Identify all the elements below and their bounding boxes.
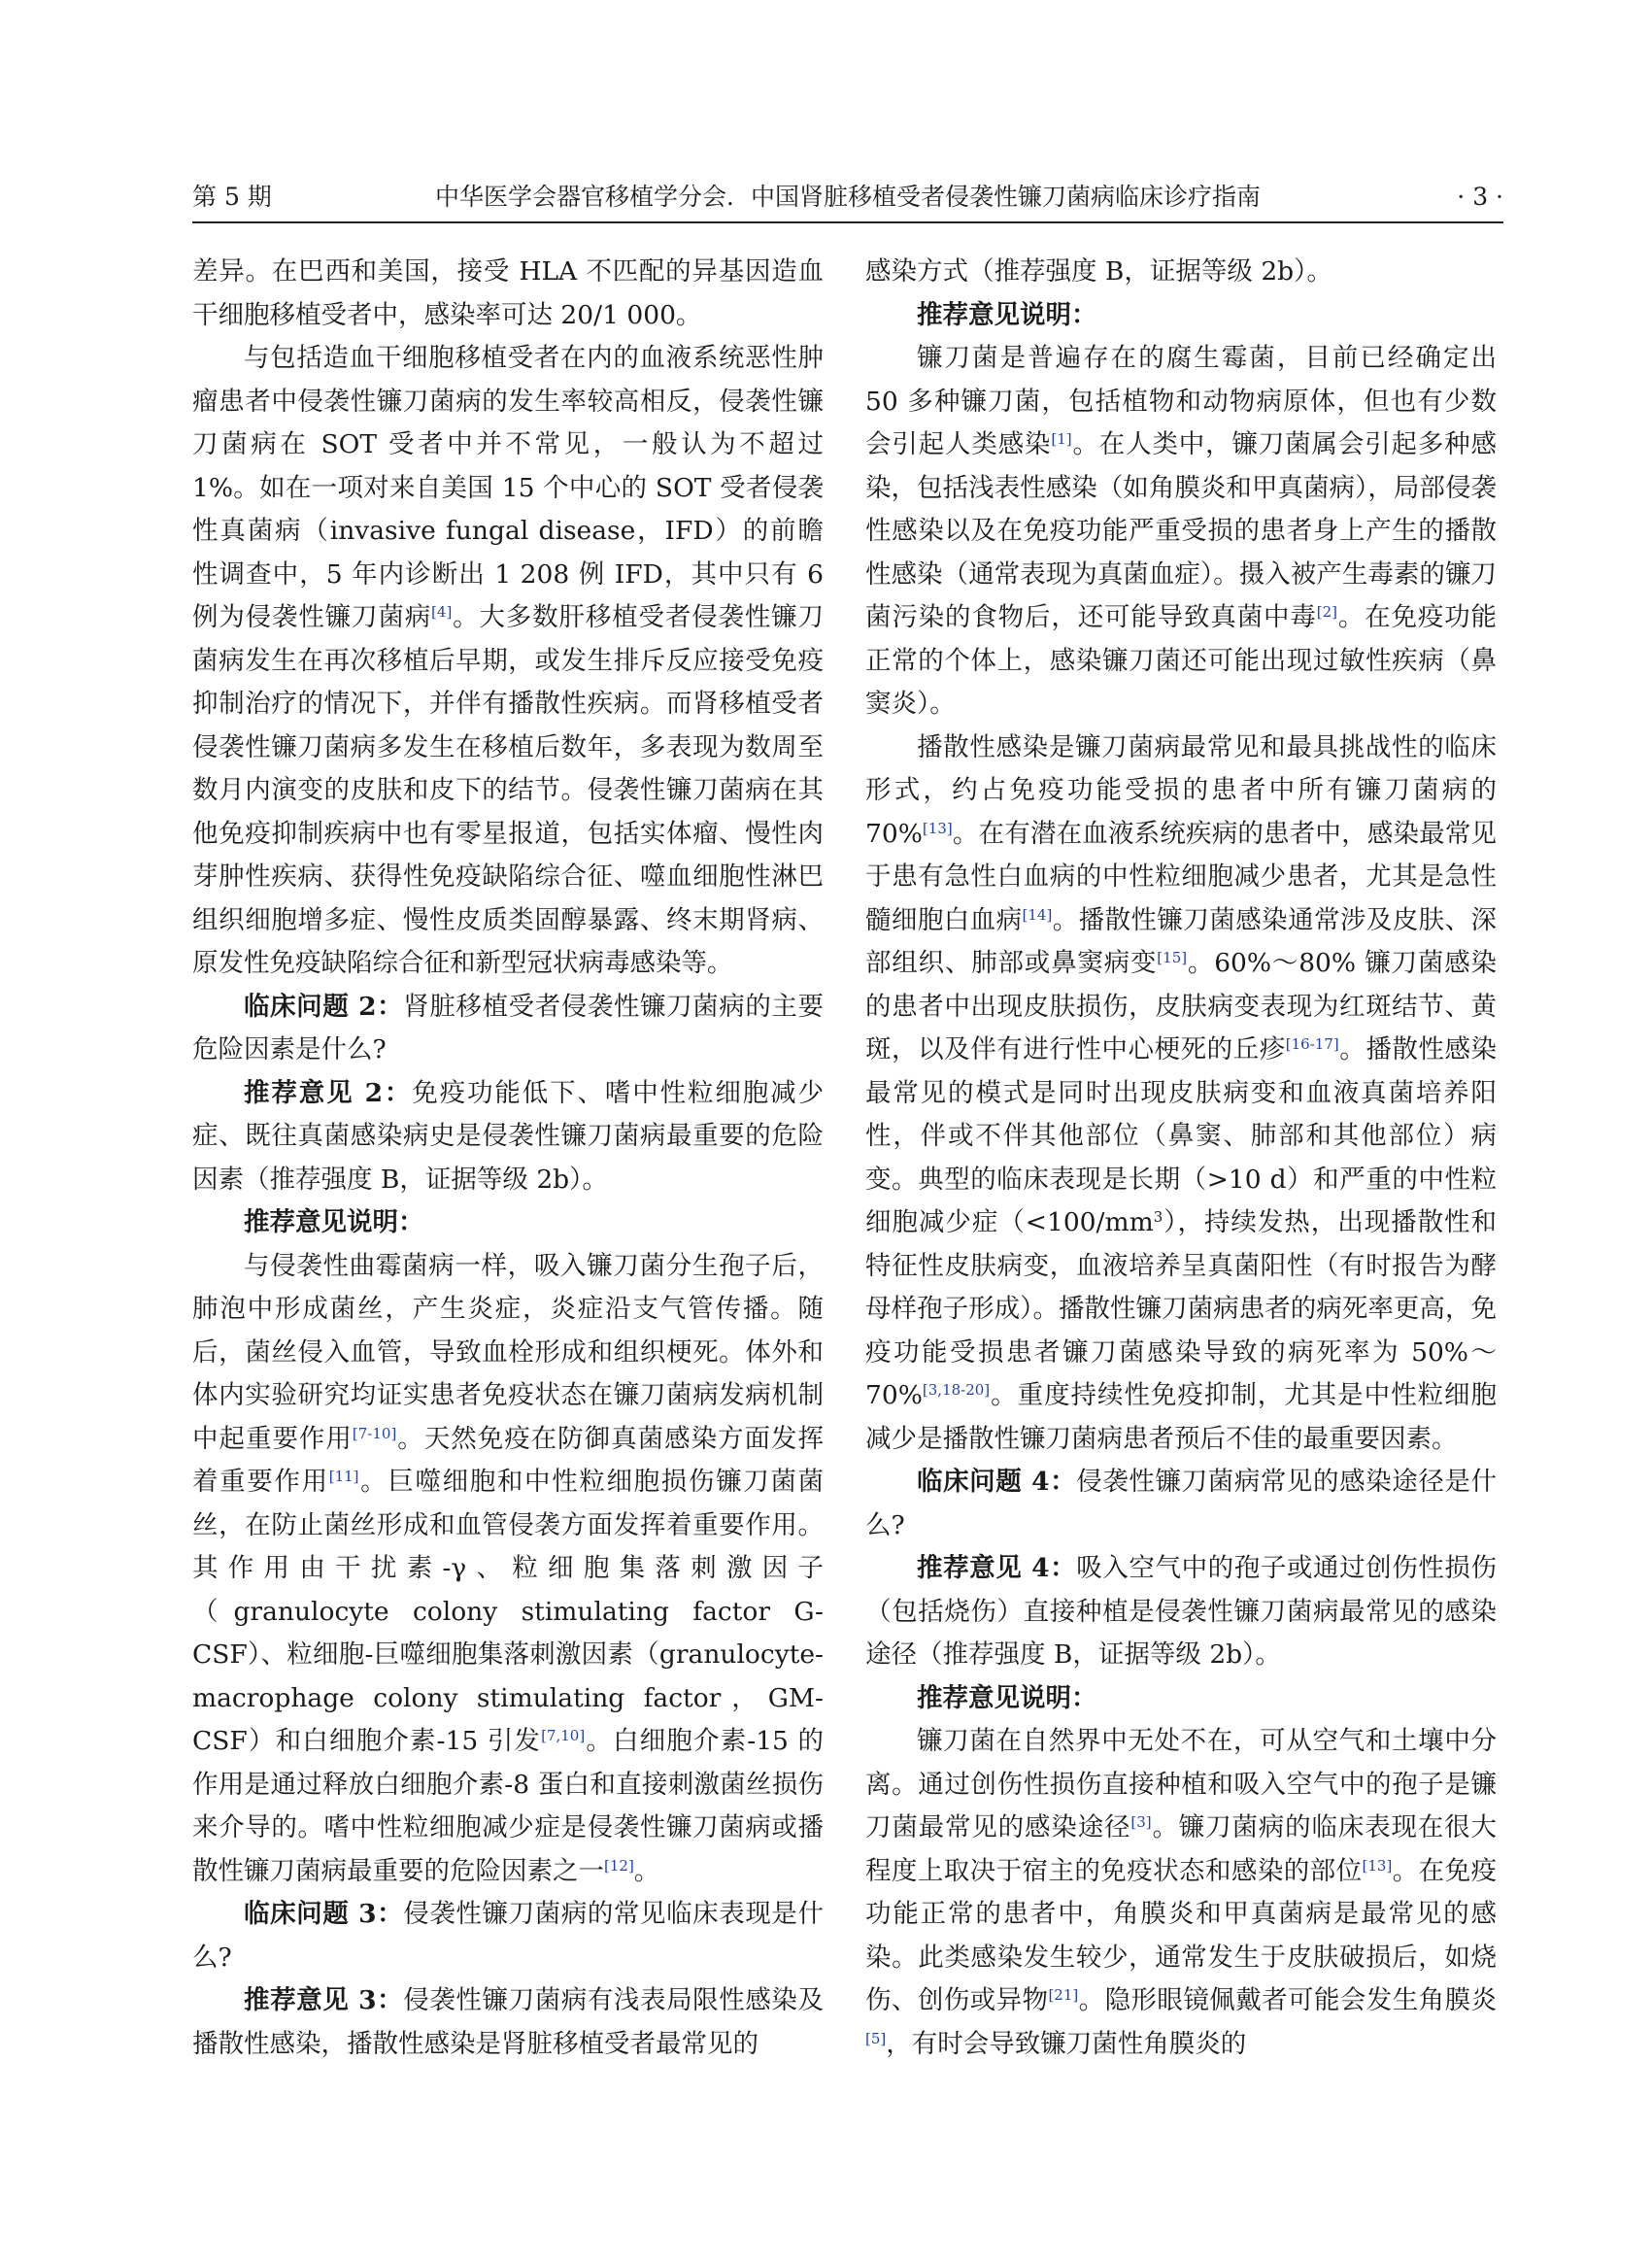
citation[interactable]: [13] [922, 819, 953, 837]
recommendation-note-heading: 推荐意见说明： [917, 299, 1097, 330]
citation[interactable]: [16-17] [1285, 1035, 1339, 1053]
paragraph: 镰刀菌是普遍存在的腐生霉菌，目前已经确定出 50 多种镰刀菌，包括植物和动物病原体，但也有少数会引起人类感染[1]。在人类中，镰刀菌属会引起多种感染，包括浅表性感染（如角膜炎和甲真菌病），局部侵袭性感染以及在免疫功能严重受损的患者身上产生的播散性感染（通常表现为真菌血症）。摄入被产生毒素的镰刀菌污染的食物后，还可能导致真菌中毒[2]。在免疫功能正常的个体上，感染镰刀菌还可能出现过敏性疾病（鼻窦炎）。 [865, 343, 1498, 719]
left-column [192, 251, 824, 2066]
citation[interactable]: [13] [1362, 1856, 1393, 1875]
recommendation-3: 推荐意见 3：侵袭性镰刀菌病有浅表局限性感染及播散性感染，播散性感染是肾脏移植受者最常见的 [192, 1985, 824, 2059]
citation[interactable]: [4] [431, 603, 453, 621]
citation[interactable]: [3] [1130, 1813, 1152, 1831]
paragraph: 与侵袭性曲霉菌病一样，吸入镰刀菌分生孢子后，肺泡中形成菌丝，产生炎症，炎症沿支气管传播。随后，菌丝侵入血管，导致血栓形成和组织梗死。体外和体内实验研究均证实患者免疫状态在镰刀菌病发病机制中起重要作用[7-10]。天然免疫在防御真菌感染方面发挥着重要作用[11]。巨噬细胞和中性粒细胞损伤镰刀菌菌丝，在防止菌丝形成和血管侵袭方面发挥着重要作用。其作用由干扰素-γ、粒细胞集落刺激因子（granulocyte colony stimulating factor G-CSF）、粒细胞-巨噬细胞集落刺激因素（granulocyte-macrophage colony stimulating factor，GM-CSF）和白细胞介素-15 引发[7,10]。白细胞介素-15 的作用是通过释放白细胞介素-8 蛋白和直接刺激菌丝损伤来介导的。嗜中性粒细胞减少症是侵袭性镰刀菌病或播散性镰刀菌病最重要的危险因素之一[12]。 [192, 1250, 825, 1886]
clinical-question-2: 临床问题 2：肾脏移植受者侵袭性镰刀菌病的主要危险因素是什么? [192, 991, 824, 1064]
citation[interactable]: [2] [1316, 603, 1337, 621]
paragraph: 镰刀菌在自然界中无处不在，可从空气和土壤中分离。通过创伤性损伤直接种植和吸入空气中的孢子是镰刀菌最常见的感染途径[3]。镰刀菌病的临床表现在很大程度上取决于宿主的免疫状态和感染的部位[13]。在免疫功能正常的患者中，角膜炎和甲真菌病是最常见的感染。此类感染发生较少，通常发生于皮肤破损后，如烧伤、创伤或异物[21]。隐形眼镜佩戴者可能会发生角膜炎[5]，有时会导致镰刀菌性角膜炎的 [865, 1726, 1498, 2059]
clinical-question-3: 临床问题 3：侵袭性镰刀菌病的常见临床表现是什么? [192, 1899, 824, 1973]
citation[interactable]: [7,10] [541, 1727, 586, 1744]
running-header [192, 178, 1503, 217]
issue-number: 第 5 期 [192, 183, 272, 211]
paragraph: 播散性感染是镰刀菌病最常见和最具挑战性的临床形式，约占免疫功能受损的患者中所有镰刀菌病的 70%[13]。在有潜在血液系统疾病的患者中，感染最常见于患有急性白血病的中性粒细胞减少患者，尤其是急性髓细胞白血病[14]。播散性镰刀菌感染通常涉及皮肤、深部组织、肺部或鼻窦病变[15]。60%～80% 镰刀菌感染的患者中出现皮肤损伤，皮肤病变表现为红斑结节、黄斑，以及伴有进行性中心梗死的丘疹[16-17]。播散性感染最常见的模式是同时出现皮肤病变和血液真菌培养阳性，伴或不伴其他部位（鼻窦、肺部和其他部位）病变。典型的临床表现是长期（>10 d）和严重的中性粒细胞减少症$(<100/mm^3)$，持续发热，出现播散性和特征性皮肤病变，血液培养呈真菌阳性（有时报告为酵母样孢子形成）。播散性镰刀菌病患者的病死率更高，免疫功能受损患者镰刀菌感染导致的病死率为 50%～70%[3,18-20]。重度持续性免疫抑制，尤其是中性粒细胞减少是播散性镰刀菌病患者预后不佳的最重要因素。 [865, 731, 1498, 1454]
citation[interactable]: [1] [1051, 430, 1072, 448]
recommendation-2: 推荐意见 2：免疫功能低下、嗜中性粒细胞减少症、既往真菌感染病史是侵袭性镰刀菌病最重要的危险因素（推荐强度 B，证据等级 2b）。 [192, 1077, 824, 1195]
recommendation-note-heading: 推荐意见说明： [244, 1207, 424, 1237]
paragraph: 差异。在巴西和美国，接受 HLA 不匹配的异基因造血干细胞移植受者中，感染率可达 20/1 000。 [192, 256, 824, 330]
recommendation-4: 推荐意见 4：吸入空气中的孢子或通过创伤性损伤（包括烧伤）直接种植是侵袭性镰刀菌病最常见的感染途径（推荐强度 B，证据等级 2b）。 [865, 1553, 1497, 1670]
page-number: · 3 · [1457, 183, 1503, 211]
citation[interactable]: [14] [1022, 905, 1053, 924]
paragraph: 感染方式（推荐强度 B，证据等级 2b）。 [865, 256, 1332, 287]
citation[interactable]: [21] [1048, 1986, 1079, 2004]
recommendation-note-heading: 推荐意见说明： [917, 1682, 1097, 1713]
citation[interactable]: [5] [865, 2029, 887, 2047]
citation[interactable]: [15] [1157, 949, 1188, 966]
citation[interactable]: [7-10] [352, 1424, 397, 1442]
citation[interactable]: [3,18-20] [922, 1381, 991, 1399]
unit-superscript: 3 [1153, 1208, 1163, 1226]
header-rule [192, 221, 1503, 223]
citation[interactable]: [12] [604, 1856, 634, 1875]
citation[interactable]: [11] [328, 1468, 359, 1485]
paragraph: 与包括造血干细胞移植受者在内的血液系统恶性肿瘤患者中侵袭性镰刀菌病的发生率较高相反，侵袭性镰刀菌病在 SOT 受者中并不常见，一般认为不超过 1%。如在一项对来自美国 15 个中心的 SOT 受者侵袭性真菌病（invasive fungal disease，IFD）的前瞻性调查中，5 年内诊断出 1 208 例 IFD，其中只有 6 例为侵袭性镰刀菌病[4]。大多数肝移植受者侵袭性镰刀菌病发生在再次移植后早期，或发生排斥反应接受免疫抑制治疗的情况下，并伴有播散性疾病。而肾移植受者侵袭性镰刀菌病多发生在移植后数年，多表现为数周至数月内演变的皮肤和皮下的结节。侵袭性镰刀菌病在其他免疫抑制疾病中也有零星报道，包括实体瘤、慢性肉芽肿性疾病、获得性免疫缺陷综合征、噬血细胞性淋巴组织细胞增多症、慢性皮质类固醇暴露、终末期肾病、原发性免疫缺陷综合征和新型冠状病毒感染等。 [192, 343, 825, 978]
clinical-question-4: 临床问题 4：侵袭性镰刀菌病常见的感染途径是什么? [865, 1467, 1497, 1540]
journal-title: 中华医学会器官移植学分会．中国肾脏移植受者侵袭性镰刀菌病临床诊疗指南 [434, 183, 1261, 211]
right-column [865, 251, 1497, 2066]
